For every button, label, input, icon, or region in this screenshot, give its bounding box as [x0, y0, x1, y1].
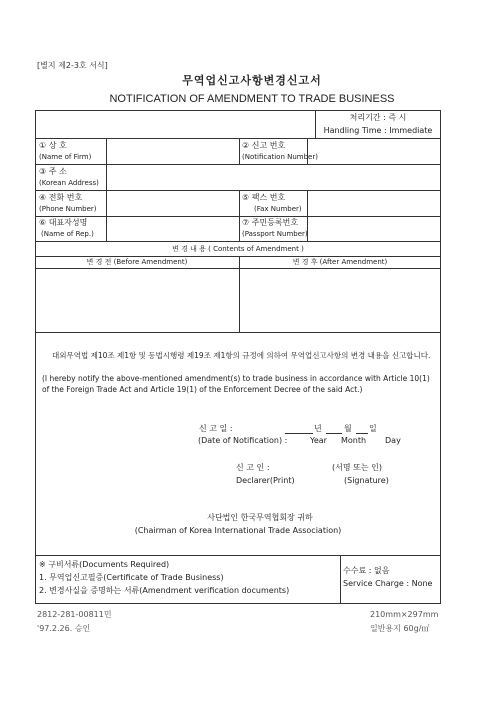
declarer-name-field[interactable]	[295, 462, 329, 486]
month-label-en: Month	[341, 436, 367, 445]
declarer-label-en: Declarer(Print)	[236, 476, 295, 485]
title-english: NOTIFICATION OF AMENDMENT TO TRADE BUSINESS	[109, 93, 395, 105]
row-line	[35, 256, 441, 257]
signature-label: (서명 또는 인)	[332, 463, 382, 472]
day-label: 일	[369, 424, 377, 433]
processing-time-en: Handling Time : Immediate	[323, 126, 433, 135]
document-item-1: 1. 무역업신고필증(Certificate of Trade Business)	[39, 573, 224, 582]
firm-name-label: ① 상 호	[39, 141, 67, 150]
fax-label: ⑤ 팩스 번호	[242, 193, 286, 202]
passport-label-en: (Passport Number)	[242, 230, 308, 238]
notification-number-field[interactable]	[308, 139, 440, 163]
declaration-english: (I hereby notify the above-mentioned amendment(s) to trade business in accordance with Article 10(1) of the Foreign Trade Act and Article 19(1) of the Enforcement Decree of the said Act.)	[42, 374, 430, 394]
phone-label: ④ 전화 번호	[39, 193, 83, 202]
notification-date-label-en: (Date of Notification) :	[198, 436, 288, 445]
signature-label-en: (Signature)	[344, 476, 389, 485]
firm-name-label-en: (Name of Firm)	[39, 153, 92, 161]
phone-label-en: (Phone Number)	[39, 205, 97, 213]
row-line	[35, 332, 441, 333]
passport-label: ⑦ 주민등록번호	[242, 218, 299, 227]
representative-label: ⑥ 대표자성명	[39, 218, 88, 227]
declaration-korean: 대외무역법 제10조 제1항 및 동법시행령 제19조 제1항의 규정에 의하여 무역업신고사항의 변경 내용을 신고합니다.	[52, 351, 431, 360]
month-label: 월	[344, 424, 352, 433]
after-amendment-label: 변 경 후 (After Amendment)	[292, 258, 388, 266]
address-label: ③ 주 소	[39, 167, 67, 176]
column-divider	[239, 190, 240, 241]
notification-number-label-en: (Notification Number)	[242, 153, 318, 161]
fax-label-en: (Fax Number)	[254, 205, 302, 213]
address-label-en: (Korean Address)	[39, 179, 99, 187]
service-fee-en: Service Charge : None	[343, 579, 433, 588]
service-fee-ko: 수수료 : 없음	[343, 566, 390, 575]
notification-date-label: 신 고 일 :	[199, 424, 233, 433]
phone-field[interactable]	[107, 191, 238, 215]
column-divider	[239, 138, 240, 164]
representative-field[interactable]	[107, 217, 238, 240]
section-line	[35, 555, 441, 556]
year-field[interactable]	[285, 424, 313, 434]
after-amendment-field[interactable]	[240, 269, 440, 331]
day-field[interactable]	[356, 424, 368, 434]
row-line	[35, 241, 441, 242]
before-amendment-field[interactable]	[36, 269, 238, 331]
paper-size: 210mm×297mm	[370, 610, 439, 619]
declarer-label: 신 고 인 :	[236, 463, 270, 472]
form-code: 2812-281-00811민	[37, 610, 112, 619]
day-label-en: Day	[385, 436, 401, 445]
documents-required-title: ※ 구비서류(Documents Required)	[39, 560, 170, 569]
paper-weight: 일반용지 60g/㎡	[370, 624, 430, 633]
fax-field[interactable]	[308, 191, 440, 215]
year-label-en: Year	[310, 436, 327, 445]
representative-label-en: (Name of Rep.)	[41, 230, 94, 238]
passport-field[interactable]	[308, 217, 440, 240]
addressee-korean: 사단법인 한국무역협회장 귀하	[207, 513, 313, 522]
year-label: 년	[314, 424, 322, 433]
title-korean: 무역업신고사항변경신고서	[182, 74, 322, 87]
amendment-header: 변 경 내 용 ( Contents of Amendment )	[172, 245, 304, 253]
form-number-label: [별지 제2-3호 서식]	[37, 61, 108, 70]
firm-name-field[interactable]	[107, 139, 238, 163]
fee-divider	[340, 555, 341, 604]
processing-time-ko: 처리기간 : 즉 시	[349, 113, 407, 122]
address-field[interactable]	[107, 165, 440, 189]
addressee-english: (Chairman of Korea International Trade Association)	[134, 526, 342, 535]
notification-number-label: ② 신고 번호	[242, 141, 286, 150]
approval-date: '97.2.26. 승인	[37, 624, 91, 633]
before-amendment-label: 변 경 전 (Before Amendment)	[86, 258, 188, 266]
document-item-2: 2. 변경사실을 증명하는 서류(Amendment verification documents)	[39, 586, 290, 595]
month-field[interactable]	[326, 424, 342, 434]
